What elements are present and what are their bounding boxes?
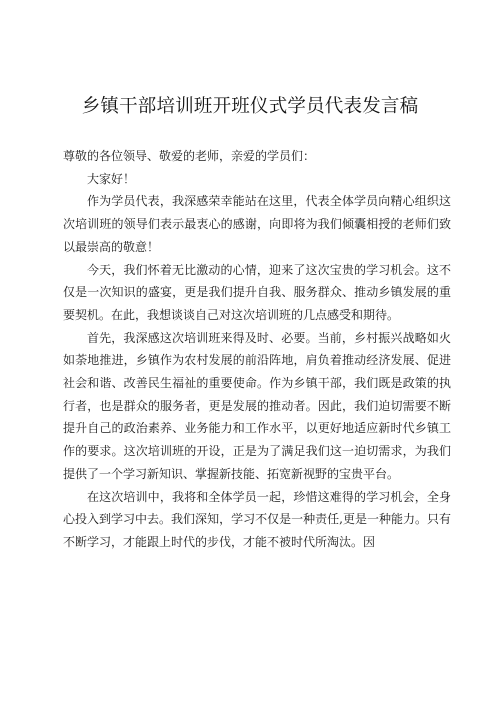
paragraph: 在这次培训中，我将和全体学员一起，珍惜这难得的学习机会，全身心投入到学习中去。我们深知，学习不仅是一种责任,更是一种能力。只有不断学习，才能跟上时代的步伐，才能不被时代所淘汰。因 — [63, 489, 451, 549]
salutation: 尊敬的各位领导、敬爱的老师，亲爱的学员们： — [63, 149, 316, 163]
paragraph: 首先，我深感这次培训班来得及时、必要。当前，乡村振兴战略如火如荼地推进，乡镇作为农村发展的前沿阵地，肩负着推动经济发展、促进社会和谐、改善民生福祉的重要使命。作为乡镇干部，我们既是政策的执行者，也是群众的服务者，更是发展的推动者。因此，我们迫切需要不断提升自己的政治素养、业务能力和工作水平，以更好地适应新时代乡镇工作的要求。这次培训班的开设，正是为了满足我们这一迫切需求，为我们提供了一个学习新知识、掌握新技能、拓宽新视野的宝贵平台。 — [63, 330, 451, 481]
paragraph: 今天，我们怀着无比激动的心情，迎来了这次宝贵的学习机会。这不仅是一次知识的盛宴，更是我们提升自我、服务群众、推动乡镇发展的重要契机。在此，我想谈谈自己对这次培训班的几点感受和期待。 — [63, 262, 451, 322]
paragraph: 作为学员代表，我深感荣幸能站在这里，代表全体学员向精心组织这次培训班的领导们表示最衷心的感谢，向即将为我们倾囊相授的老师们致以最崇高的敬意！ — [63, 194, 451, 254]
paragraph-greeting: 大家好！ — [87, 171, 136, 186]
document-body — [63, 145, 451, 554]
page-title: 乡镇干部培训班开班仪式学员代表发言稿 — [81, 96, 419, 117]
